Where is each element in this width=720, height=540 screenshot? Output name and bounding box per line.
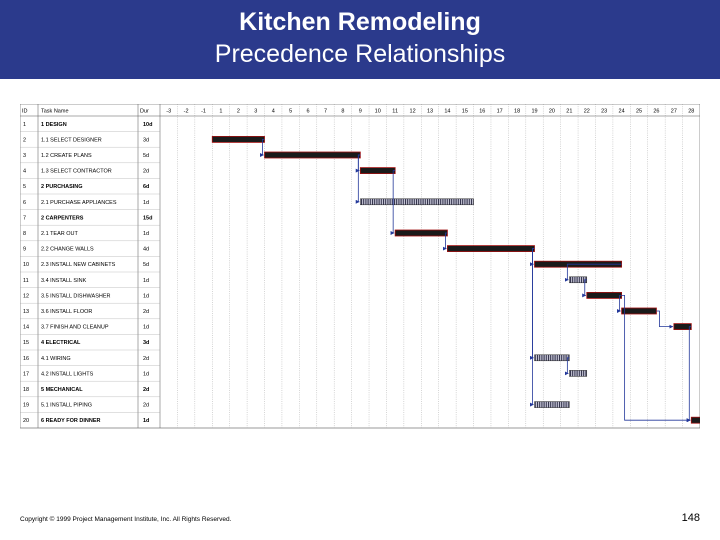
task-bar xyxy=(691,417,700,423)
timeline-label: 27 xyxy=(670,108,677,115)
task-duration: 2d xyxy=(143,309,150,315)
task-id: 4 xyxy=(23,168,27,175)
timeline-label: 23 xyxy=(601,108,608,115)
task-duration: 15d xyxy=(143,215,153,222)
timeline-label: 18 xyxy=(514,108,521,115)
task-bar xyxy=(265,152,361,158)
task-id: 12 xyxy=(23,293,30,300)
slide-title: Kitchen Remodeling xyxy=(239,8,481,36)
timeline-label: 10 xyxy=(374,108,381,115)
timeline-label: 20 xyxy=(548,108,555,115)
timeline-label: 5 xyxy=(289,108,293,115)
task-name: 3.6 INSTALL FLOOR xyxy=(41,309,93,315)
task-duration: 1d xyxy=(143,277,150,284)
timeline-label: 2 xyxy=(236,108,240,115)
timeline-label: 4 xyxy=(271,108,275,115)
timeline-label: 24 xyxy=(618,108,625,115)
dependency-arrow xyxy=(656,311,672,327)
task-duration: 2d xyxy=(143,387,150,393)
task-duration: 3d xyxy=(143,340,150,347)
task-name: 1.2 CREATE PLANS xyxy=(41,153,92,159)
task-bar-hatched xyxy=(569,277,586,283)
task-duration: 6d xyxy=(143,184,150,191)
timeline-label: 28 xyxy=(688,108,695,115)
task-name: 2.2 CHANGE WALLS xyxy=(41,246,94,253)
task-id: 7 xyxy=(23,215,27,222)
task-duration: 4d xyxy=(143,246,150,253)
copyright-text: Copyright © 1999 Project Management Institute, Inc. All Rights Reserved. xyxy=(20,516,232,523)
task-id: 3 xyxy=(23,153,27,159)
task-duration: 1d xyxy=(143,324,150,331)
task-name: 4 ELECTRICAL xyxy=(41,340,81,347)
timeline-label: 12 xyxy=(409,108,416,115)
task-id: 20 xyxy=(23,418,30,425)
timeline-label: 6 xyxy=(306,108,310,115)
task-id: 5 xyxy=(23,184,27,191)
task-bar xyxy=(395,230,447,236)
timeline-label: 11 xyxy=(392,108,399,115)
task-id: 15 xyxy=(23,340,30,347)
task-bar-hatched xyxy=(535,355,570,361)
title-banner xyxy=(0,0,720,79)
task-name: 2 PURCHASING xyxy=(41,184,83,191)
timeline-label: 21 xyxy=(566,108,573,115)
timeline-label: -1 xyxy=(201,108,206,115)
task-id: 10 xyxy=(23,262,30,269)
timeline-label: 25 xyxy=(635,108,643,115)
task-name: 1 DESIGN xyxy=(41,121,67,128)
header-duration: Dur xyxy=(140,108,149,115)
timeline-label: 9 xyxy=(358,108,362,115)
task-bar-hatched xyxy=(569,370,586,376)
timeline-label: 26 xyxy=(653,108,660,115)
task-name: 2 CARPENTERS xyxy=(41,215,84,222)
task-duration: 2d xyxy=(143,168,150,175)
task-bar xyxy=(212,136,264,142)
task-name: 3.4 INSTALL SINK xyxy=(41,277,87,284)
task-name: 4.2 INSTALL LIGHTS xyxy=(41,371,94,378)
timeline-label: 17 xyxy=(496,108,503,115)
task-duration: 1d xyxy=(143,293,150,300)
task-name: 1.1 SELECT DESIGNER xyxy=(41,137,102,144)
timeline-label: 22 xyxy=(583,108,590,115)
task-name: 2.1 TEAR OUT xyxy=(41,231,78,237)
task-id: 9 xyxy=(23,246,27,253)
task-duration: 2d xyxy=(143,402,150,409)
task-duration: 1d xyxy=(143,199,150,206)
task-id: 6 xyxy=(23,199,27,206)
task-id: 14 xyxy=(23,324,30,331)
timeline-label: 8 xyxy=(341,108,345,115)
slide-subtitle: Precedence Relationships xyxy=(214,40,506,68)
task-name: 3.7 FINISH AND CLEANUP xyxy=(41,324,109,331)
timeline-label: 7 xyxy=(323,108,328,115)
task-bar-hatched xyxy=(360,199,473,205)
task-bar xyxy=(674,324,691,330)
task-name: 2.1 PURCHASE APPLIANCES xyxy=(41,199,117,206)
timeline-label: 15 xyxy=(461,108,468,115)
task-duration: 2d xyxy=(143,355,150,362)
task-name: 3.5 INSTALL DISHWASHER xyxy=(41,293,111,300)
task-id: 8 xyxy=(23,231,27,237)
timeline-label: -3 xyxy=(166,108,172,115)
timeline-label: 19 xyxy=(531,108,538,115)
task-duration: 10d xyxy=(143,121,153,128)
task-bar xyxy=(587,292,622,298)
task-id: 13 xyxy=(23,309,30,315)
task-id: 18 xyxy=(23,387,30,393)
gantt-chart xyxy=(20,104,700,430)
task-name: 1.3 SELECT CONTRACTOR xyxy=(41,168,112,175)
dependency-arrow xyxy=(358,155,360,202)
task-id: 16 xyxy=(23,355,30,362)
task-bar xyxy=(447,246,534,252)
task-name: 5.1 INSTALL PIPING xyxy=(41,402,93,409)
timeline-label: -2 xyxy=(183,108,189,115)
task-duration: 1d xyxy=(143,371,150,378)
task-name: 2.3 INSTALL NEW CABINETS xyxy=(41,262,116,269)
task-name: 5 MECHANICAL xyxy=(41,387,83,393)
task-id: 2 xyxy=(23,137,27,144)
header-id: ID xyxy=(22,108,28,115)
dependency-arrow xyxy=(533,249,535,405)
task-id: 19 xyxy=(23,402,30,409)
task-bar-hatched xyxy=(535,402,570,408)
task-duration: 5d xyxy=(143,262,150,269)
task-id: 17 xyxy=(23,371,30,378)
task-duration: 1d xyxy=(143,231,150,237)
task-name: 4.1 WIRING xyxy=(41,355,71,362)
timeline-label: 1 xyxy=(219,108,223,115)
task-name: 6 READY FOR DINNER xyxy=(41,418,101,425)
header-task-name: Task Name xyxy=(41,108,69,115)
task-id: 11 xyxy=(23,277,29,284)
timeline-label: 13 xyxy=(426,108,434,115)
dependency-arrow xyxy=(689,327,691,421)
task-duration: 3d xyxy=(143,137,150,144)
page-number: 148 xyxy=(681,512,700,524)
timeline-label: 3 xyxy=(254,108,258,115)
task-duration: 1d xyxy=(143,418,150,425)
task-bar xyxy=(360,168,395,174)
timeline-label: 16 xyxy=(479,108,486,115)
task-id: 1 xyxy=(23,121,27,128)
task-bar xyxy=(622,308,657,314)
timeline-label: 14 xyxy=(444,108,451,115)
task-duration: 5d xyxy=(143,153,150,159)
